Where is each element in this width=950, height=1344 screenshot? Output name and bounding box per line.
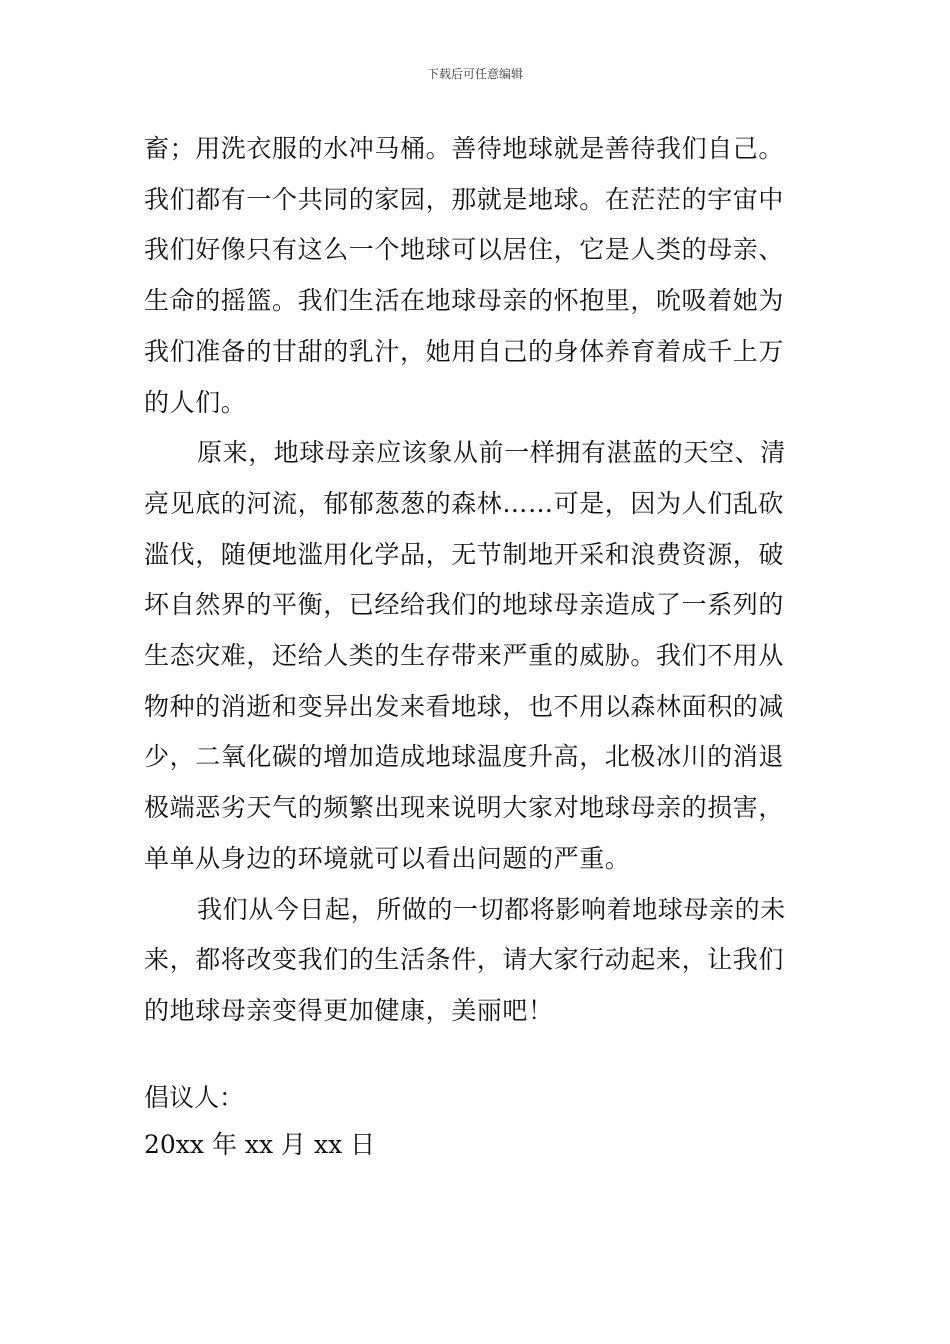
paragraph-line: 我们都有一个共同的家园，那就是地球。在茫茫的宇宙中 [144, 184, 785, 214]
paragraph-line: 我们从今日起，所做的一切都将影响着地球母亲的未 [197, 894, 786, 924]
letter-body [144, 124, 814, 1037]
paragraph-line: 我们准备的甘甜的乳汁，她用自己的身体养育着成千上万 [144, 336, 785, 366]
paragraph-line: 原来，地球母亲应该象从前一样拥有湛蓝的天空、清 [197, 438, 786, 468]
paragraph-line: 少，二氧化碳的增加造成地球温度升高，北极冰川的消退 [144, 742, 785, 772]
paragraph-line: 生态灾难，还给人类的生存带来严重的威胁。我们不用从 [144, 641, 785, 671]
paragraph-line: 滥伐，随便地滥用化学品，无节制地开采和浪费资源，破 [144, 539, 785, 569]
paragraph-line: 畜；用洗衣服的水冲马桶。善待地球就是善待我们自己。 [144, 134, 785, 163]
paragraph-line: 极端恶劣天气的频繁出现来说明大家对地球母亲的损害， [144, 793, 785, 823]
paragraph-line: 亮见底的河流，郁郁葱葱的森林……可是，因为人们乱砍 [144, 488, 785, 518]
paragraph-line: 的地球母亲变得更加健康，美丽吧！ [144, 995, 554, 1025]
signature-label: 倡议人： [144, 1083, 245, 1112]
paragraph-line: 物种的消逝和变异出发来看地球，也不用以森林面积的减 [144, 691, 785, 721]
paragraph-line: 单单从身边的环境就可以看出问题的严重。 [144, 843, 631, 873]
paragraph-line: 的人们。 [144, 387, 247, 417]
paragraph-line: 生命的摇篮。我们生活在地球母亲的怀抱里，吮吸着她为 [144, 286, 785, 316]
paragraph-line: 坏自然界的平衡，已经给我们的地球母亲造成了一系列的 [144, 590, 785, 620]
page-header-note: 下载后可任意编辑 [426, 67, 523, 81]
paragraph-line: 来，都将改变我们的生活条件，请大家行动起来，让我们 [144, 945, 785, 975]
signature-date: 20xx 年 xx 月 xx 日 [144, 1130, 376, 1159]
paragraph-line: 我们好像只有这么一个地球可以居住，它是人类的母亲、 [144, 235, 785, 265]
